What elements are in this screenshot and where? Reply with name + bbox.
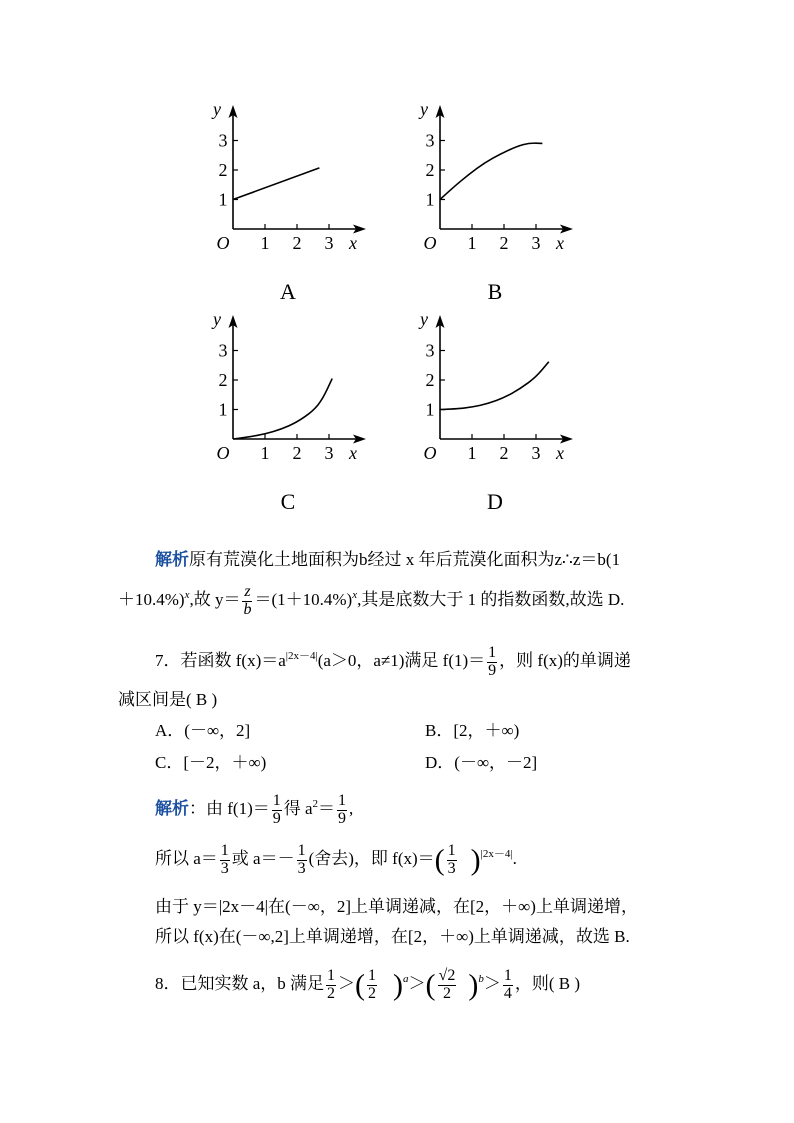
option-letter: A [280, 279, 296, 304]
q8-gt3: ＞ [483, 974, 501, 994]
y-tick-label: 1 [218, 399, 228, 420]
q7-sol2-sup: |2x－4| [480, 848, 513, 861]
option-letter: D [487, 489, 503, 514]
solution6-sup1: x [184, 589, 190, 602]
graph-b-svg [407, 95, 587, 315]
y-tick-label: 1 [425, 189, 435, 210]
y-tick-label: 2 [218, 160, 228, 180]
q7-option-d: D．(－∞，－2] [425, 753, 538, 772]
origin-label: O [423, 233, 437, 253]
x-tick-label: 1 [467, 233, 477, 253]
solution6-frac-num: z [244, 583, 251, 600]
q7-sol1-c: ＝ [318, 799, 336, 819]
graph-a-svg [200, 95, 380, 315]
frac-num: 1 [503, 967, 512, 984]
q7-stem-line1 [155, 645, 631, 680]
frac-num: 1 [368, 967, 377, 984]
q8-stem-a: 8．已知实数 a，b 满足 [155, 974, 325, 994]
frac-den: 2 [442, 984, 451, 1002]
q7-solution-line1 [155, 793, 353, 828]
y-tick-label: 2 [425, 160, 435, 180]
y-axis-label: y [420, 99, 428, 119]
q7-solution-line2 [155, 843, 517, 878]
y-tick-label: 3 [218, 340, 228, 361]
q8-gt2: ＞ [408, 974, 426, 994]
x-tick-label: 3 [531, 443, 541, 463]
q7-option-b: B．[2，＋∞) [425, 721, 520, 740]
q7-sol1-a: ：由 f(1)＝ [189, 799, 270, 819]
x-tick-label: 3 [324, 443, 334, 463]
q7-sol2-b: 或 a＝－ [231, 849, 295, 869]
solution6-text2d: ,其是底数大于 1 的指数函数,故选 D. [357, 590, 625, 610]
q8-stem [155, 968, 580, 1003]
q7-sol2-frac3 [447, 843, 457, 878]
right-paren: ) [470, 843, 481, 877]
function-curve [440, 362, 549, 410]
q7-sol1-d: , [349, 799, 354, 819]
q7-solution-label: 解析 [155, 799, 189, 819]
right-paren: ) [468, 968, 479, 1002]
y-tick-label: 3 [218, 130, 228, 151]
origin-label: O [216, 233, 230, 253]
q7-solution-line3: 由于 y＝|2x－4|在(－∞，2]上单调递减，在[2，＋∞)上单调递增， [155, 897, 638, 916]
left-paren: ( [434, 843, 445, 877]
y-tick-label: 1 [218, 189, 228, 210]
q8-sup-a: a [403, 973, 409, 986]
x-axis-label: x [556, 443, 564, 463]
x-tick-label: 2 [292, 233, 302, 253]
frac-den: 9 [272, 809, 281, 827]
frac-num: 1 [447, 842, 456, 859]
frac-den: 3 [220, 859, 229, 877]
q7-sol2-a: 所以 a＝ [155, 849, 218, 869]
frac-num: 1 [327, 967, 336, 984]
left-paren: ( [425, 968, 436, 1002]
y-axis-label: y [420, 309, 428, 329]
function-curve [233, 168, 319, 200]
solution6-sup2: x [352, 589, 358, 602]
frac-den: 3 [447, 859, 456, 877]
frac-num: 1 [220, 842, 229, 859]
solution6-line2 [118, 584, 624, 619]
frac-den: 2 [327, 984, 336, 1002]
solution6-frac [242, 584, 252, 619]
q7-solution-line4: 所以 f(x)在(－∞,2]上单调递增，在[2，＋∞)上单调递减，故选 B. [155, 927, 630, 946]
solution6-text2b: ,故 y＝ [189, 590, 241, 610]
y-tick-label: 2 [425, 370, 435, 390]
x-axis-label: x [349, 443, 357, 463]
q7-sol1-frac1 [272, 793, 282, 828]
x-tick-label: 1 [260, 443, 270, 463]
q8-frac2 [367, 968, 377, 1003]
q7-sol1-sup: 2 [312, 798, 319, 811]
q7-sol2-d: . [512, 849, 517, 869]
solution6-text2c: ＝(1＋10.4%) [254, 590, 353, 610]
y-tick-label: 3 [425, 130, 435, 151]
q7-stem-line2: 减区间是( B ) [118, 690, 218, 709]
q8-frac4 [503, 968, 513, 1003]
y-axis-label: y [213, 99, 221, 119]
y-tick-label: 3 [425, 340, 435, 361]
q7-stem-c: ，则 f(x)的单调递 [499, 651, 631, 671]
q8-gt1: ＞ [338, 974, 356, 994]
x-tick-label: 2 [499, 233, 509, 253]
frac-num: 1 [338, 792, 347, 809]
x-tick-label: 2 [292, 443, 302, 463]
y-axis-label: y [213, 309, 221, 329]
option-letter: C [280, 489, 296, 514]
solution6-text1: 原有荒漠化土地面积为b经过 x 年后荒漠化面积为z∴z＝b(1 [189, 550, 621, 569]
left-paren: ( [355, 968, 366, 1002]
x-tick-label: 2 [499, 443, 509, 463]
q7-stem-sup: |2x－4| [285, 650, 318, 663]
q7-sol2-frac1 [220, 843, 230, 878]
solution6-frac-den: b [243, 600, 252, 618]
y-tick-label: 1 [425, 399, 435, 420]
frac-num: 1 [297, 842, 306, 859]
graph-c [200, 305, 380, 525]
q7-stem-frac-den: 9 [488, 661, 497, 679]
x-tick-label: 1 [467, 443, 477, 463]
y-tick-label: 2 [218, 370, 228, 390]
frac-den: 2 [368, 984, 377, 1002]
q7-sol2-c: (舍去)，即 f(x)＝ [308, 849, 435, 869]
graph-b [407, 95, 587, 315]
origin-label: O [216, 443, 230, 463]
x-tick-label: 3 [324, 233, 334, 253]
frac-den: 3 [297, 859, 306, 877]
x-axis-label: x [349, 233, 357, 253]
q8-sup-b: b [478, 973, 484, 986]
q8-frac1 [326, 968, 336, 1003]
q8-frac3 [438, 968, 457, 1003]
solution6-line1 [155, 551, 620, 568]
q7-stem-frac [487, 645, 497, 680]
x-axis-label: x [556, 233, 564, 253]
graph-a [200, 95, 380, 315]
option-letter: B [487, 279, 503, 304]
q7-stem-b: (a＞0，a≠1)满足 f(1)＝ [317, 651, 486, 671]
solution6-label: 解析 [155, 550, 189, 569]
q8-stem-end: ，则( B ) [514, 974, 580, 994]
q7-stem-frac-num: 1 [488, 644, 497, 661]
origin-label: O [423, 443, 437, 463]
graph-d [407, 305, 587, 525]
graph-c-svg [200, 305, 380, 525]
q7-option-c: C．[－2，＋∞) [155, 753, 267, 772]
q7-sol1-b: 得 a [283, 799, 313, 819]
right-paren: ) [393, 968, 404, 1002]
x-tick-label: 1 [260, 233, 270, 253]
frac-num: √2 [438, 967, 456, 984]
frac-den: 9 [338, 809, 347, 827]
frac-den: 4 [503, 984, 512, 1002]
q7-stem-a: 7．若函数 f(x)＝a [155, 651, 286, 671]
x-tick-label: 3 [531, 233, 541, 253]
q7-sol1-frac2 [337, 793, 347, 828]
q7-sol2-frac2 [297, 843, 307, 878]
function-curve [440, 143, 542, 199]
function-curve [233, 379, 332, 439]
solution6-text2a: ＋10.4%) [118, 590, 185, 610]
graph-d-svg [407, 305, 587, 525]
frac-num: 1 [272, 792, 281, 809]
q7-option-a: A．(－∞，2] [155, 721, 251, 740]
